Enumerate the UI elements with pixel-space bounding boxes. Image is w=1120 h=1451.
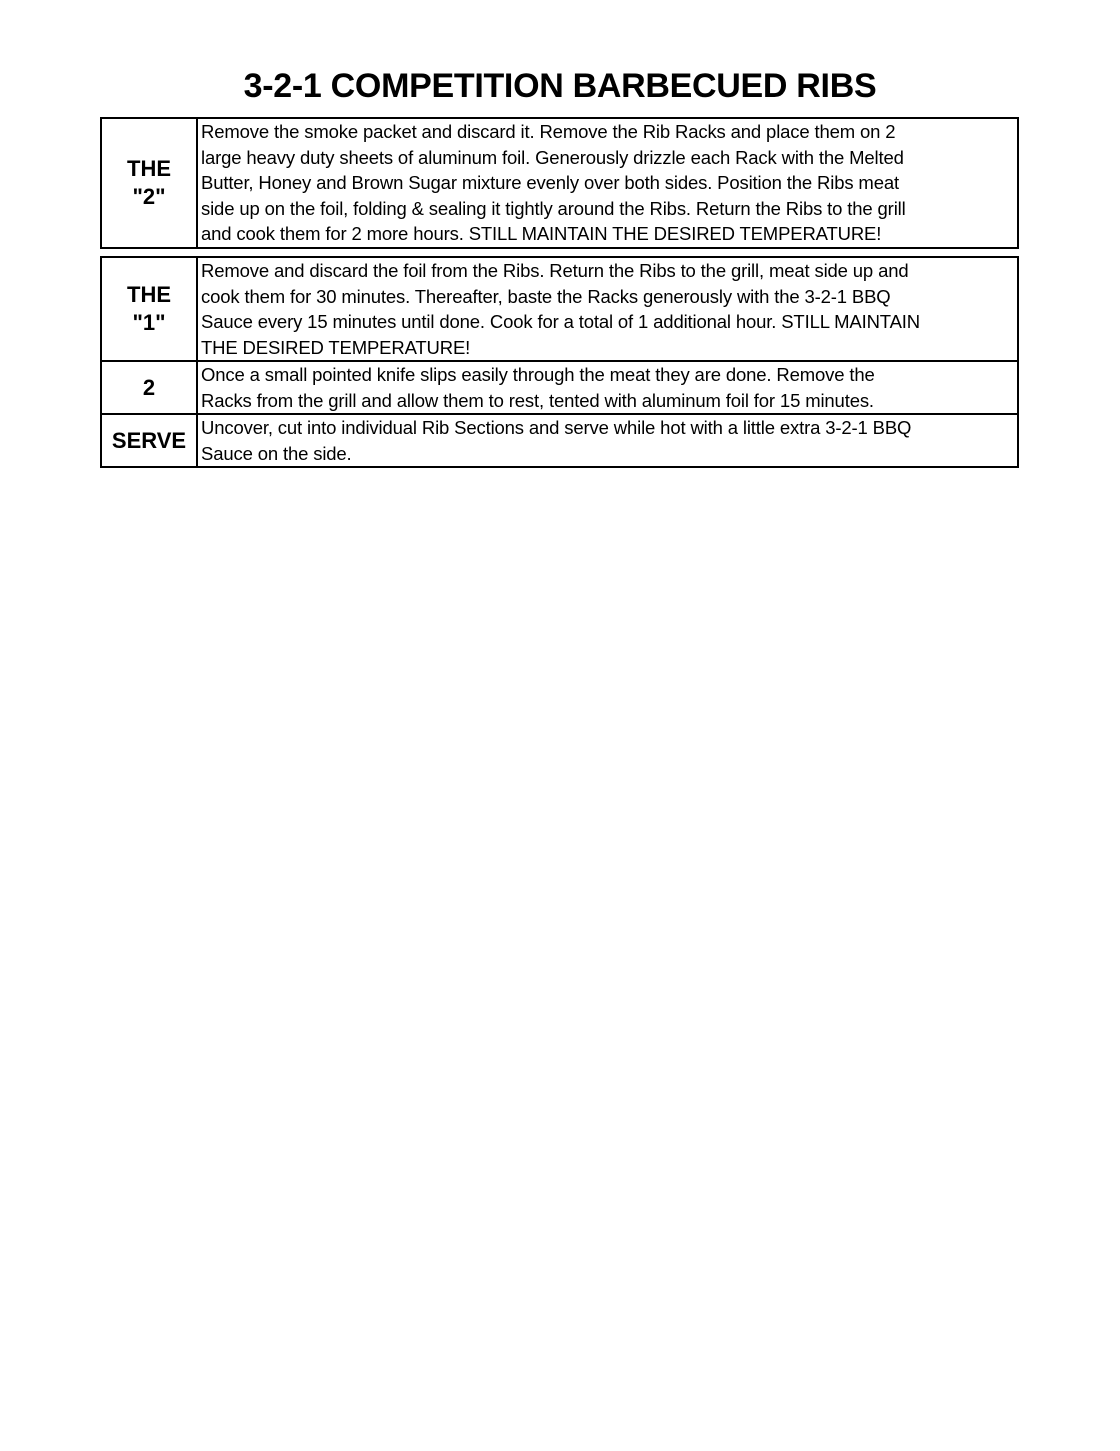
page-title: 3-2-1 COMPETITION BARBECUED RIBS — [243, 67, 877, 105]
step-text-line: and cook them for 2 more hours. STILL MAINTAIN THE DESIRED TEMPERATURE! — [201, 223, 882, 244]
step-text-line: Butter, Honey and Brown Sugar mixture evenly over both sides. Position the Ribs meat — [201, 172, 899, 193]
step-label-line: "1" — [132, 310, 166, 335]
step-text-line: cook them for 30 minutes. Thereafter, baste the Racks generously with the 3-2-1 BBQ — [201, 285, 891, 307]
step-label-cell — [101, 118, 197, 248]
step-label-line: "2" — [132, 183, 166, 209]
step-label-line: THE — [127, 155, 171, 181]
step-text-line: Remove and discard the foil from the Ribs. Return the Ribs to the grill, meat side up and — [201, 260, 909, 281]
step-text-line: Sauce every 15 minutes until done. Cook for a total of 1 additional hour. STILL MAINTAIN — [201, 311, 920, 332]
step-instructions-cell — [197, 118, 1018, 248]
step-instructions-cell — [197, 257, 1018, 361]
table-row — [101, 257, 1018, 361]
step-table-the-2 — [100, 117, 1019, 249]
step-text-line: Sauce on the side. — [201, 442, 352, 464]
step-label-line: THE — [127, 282, 171, 307]
step-label-cell — [101, 414, 197, 467]
table-row — [101, 361, 1018, 414]
step-label-line: SERVE — [111, 427, 187, 453]
table-row — [101, 414, 1018, 467]
step-text-line: THE DESIRED TEMPERATURE! — [201, 336, 471, 358]
step-text-line: Once a small pointed knife slips easily through the meat they are done. Remove the — [201, 364, 875, 385]
step-text-line: side up on the foil, folding & sealing it tightly around the Ribs. Return the Ribs to the grill — [201, 197, 906, 219]
step-instructions-cell — [197, 361, 1018, 414]
step-text-line: Racks from the grill and allow them to rest, tented with aluminum foil for 15 minutes. — [201, 389, 874, 411]
step-label-line: 2 — [142, 374, 156, 400]
step-instructions-cell — [197, 414, 1018, 467]
step-table-remaining — [100, 256, 1019, 468]
step-text-line: large heavy duty sheets of aluminum foil. Generously drizzle each Rack with the Melted — [201, 146, 904, 168]
step-text-line: Uncover, cut into individual Rib Sections and serve while hot with a little extra 3-2-1 BBQ — [201, 417, 912, 438]
table-row — [101, 118, 1018, 248]
step-text-line: Remove the smoke packet and discard it. Remove the Rib Racks and place them on 2 — [201, 121, 896, 142]
step-label-cell — [101, 257, 197, 361]
step-label-cell — [101, 361, 197, 414]
